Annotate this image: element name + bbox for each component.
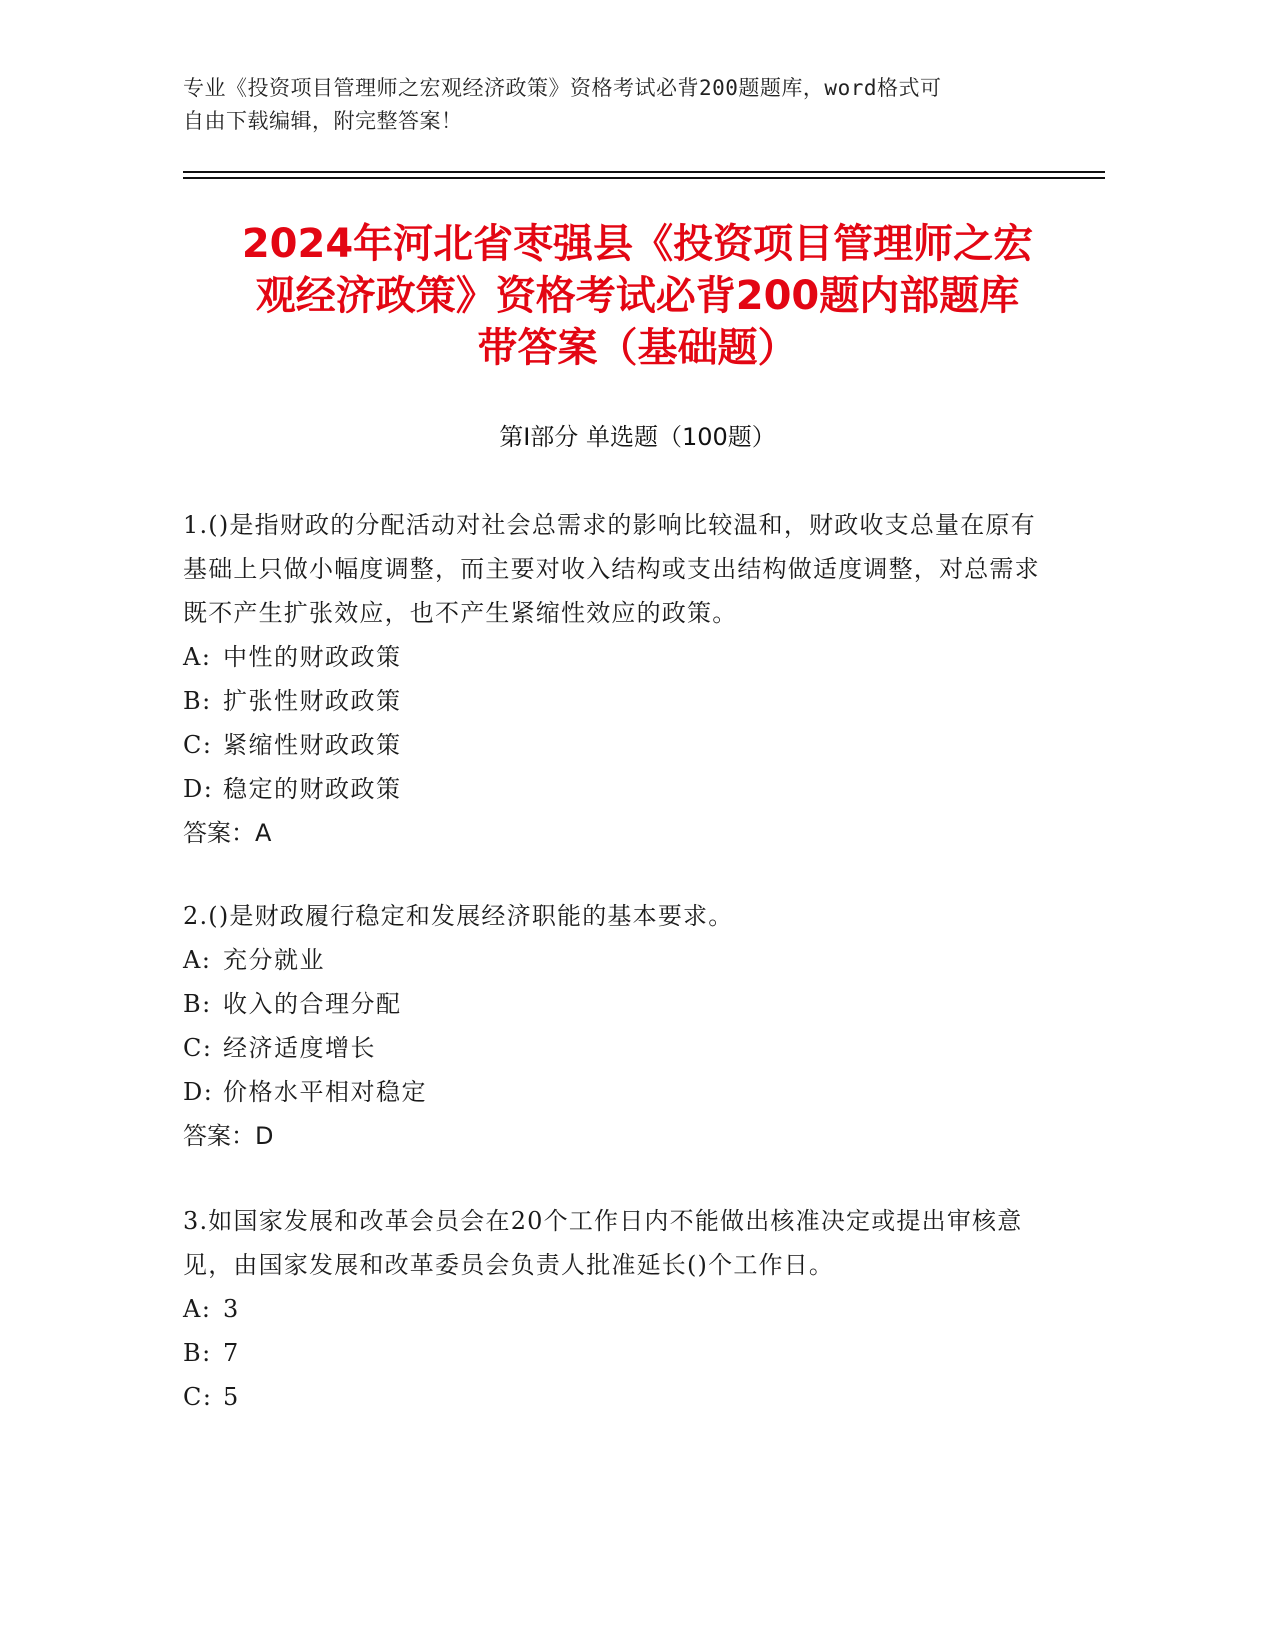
option-text: 5 — [223, 1383, 240, 1411]
question-3 — [183, 1199, 1043, 1419]
question-1 — [183, 503, 1043, 855]
option-letter: C: — [183, 1034, 213, 1062]
option-text: 经济适度增长 — [223, 1034, 376, 1062]
option-d — [183, 767, 1043, 811]
title-line-2: 观经济政策》资格考试必背200题内部题库 — [255, 273, 1020, 319]
header-note-line-1: 专业《投资项目管理师之宏观经济政策》资格考试必背200题题库，word格式可 — [183, 76, 942, 100]
option-b — [183, 679, 1043, 723]
question-text: 1.()是指财政的分配活动对社会总需求的影响比较温和，财政收支总量在原有基础上只做小幅度调整，而主要对收入结构或支出结构做适度调整，对总需求既不产生扩张效应，也不产生紧缩性效应的政策。 — [183, 511, 1040, 627]
question-text: 2.()是财政履行稳定和发展经济职能的基本要求。 — [183, 902, 734, 930]
header-divider-bottom — [183, 177, 1105, 179]
option-letter: B: — [183, 990, 212, 1018]
option-b — [183, 982, 1043, 1026]
option-a — [183, 938, 1043, 982]
option-letter: A: — [183, 1295, 212, 1323]
header-note-line-2: 自由下载编辑，附完整答案！ — [183, 109, 463, 133]
option-text: 中性的财政政策 — [223, 643, 402, 671]
option-text: 收入的合理分配 — [223, 990, 402, 1018]
option-letter: C: — [183, 1383, 213, 1411]
option-d — [183, 1070, 1043, 1114]
title-line-1: 2024年河北省枣强县《投资项目管理师之宏 — [241, 221, 1034, 267]
option-text: 充分就业 — [223, 946, 325, 974]
option-letter: D: — [183, 1078, 214, 1106]
question-text: 3.如国家发展和改革会员会在20个工作日内不能做出核准决定或提出审核意见，由国家发展和改革委员会负责人批准延长()个工作日。 — [183, 1207, 1023, 1279]
option-c — [183, 1026, 1043, 1070]
option-text: 扩张性财政政策 — [223, 687, 402, 715]
question-2 — [183, 894, 1043, 1158]
option-letter: B: — [183, 1339, 212, 1367]
option-text: 3 — [223, 1295, 240, 1323]
answer: 答案：A — [183, 819, 272, 847]
option-c — [183, 723, 1043, 767]
option-text: 价格水平相对稳定 — [223, 1078, 427, 1106]
option-letter: A: — [183, 946, 212, 974]
title-line-3: 带答案（基础题） — [477, 325, 798, 371]
section-heading: 第Ⅰ部分 单选题（100题） — [499, 423, 776, 451]
option-letter: A: — [183, 643, 212, 671]
answer: 答案：D — [183, 1122, 274, 1150]
option-letter: D: — [183, 775, 214, 803]
option-a — [183, 635, 1043, 679]
option-text: 7 — [223, 1339, 240, 1367]
option-text: 稳定的财政政策 — [223, 775, 402, 803]
document-title — [170, 218, 1105, 374]
option-letter: C: — [183, 731, 213, 759]
header-divider-top — [183, 171, 1105, 173]
option-c — [183, 1375, 1043, 1419]
option-letter: B: — [183, 687, 212, 715]
header-note — [183, 72, 1083, 138]
option-b — [183, 1331, 1043, 1375]
option-text: 紧缩性财政政策 — [223, 731, 402, 759]
option-a — [183, 1287, 1043, 1331]
